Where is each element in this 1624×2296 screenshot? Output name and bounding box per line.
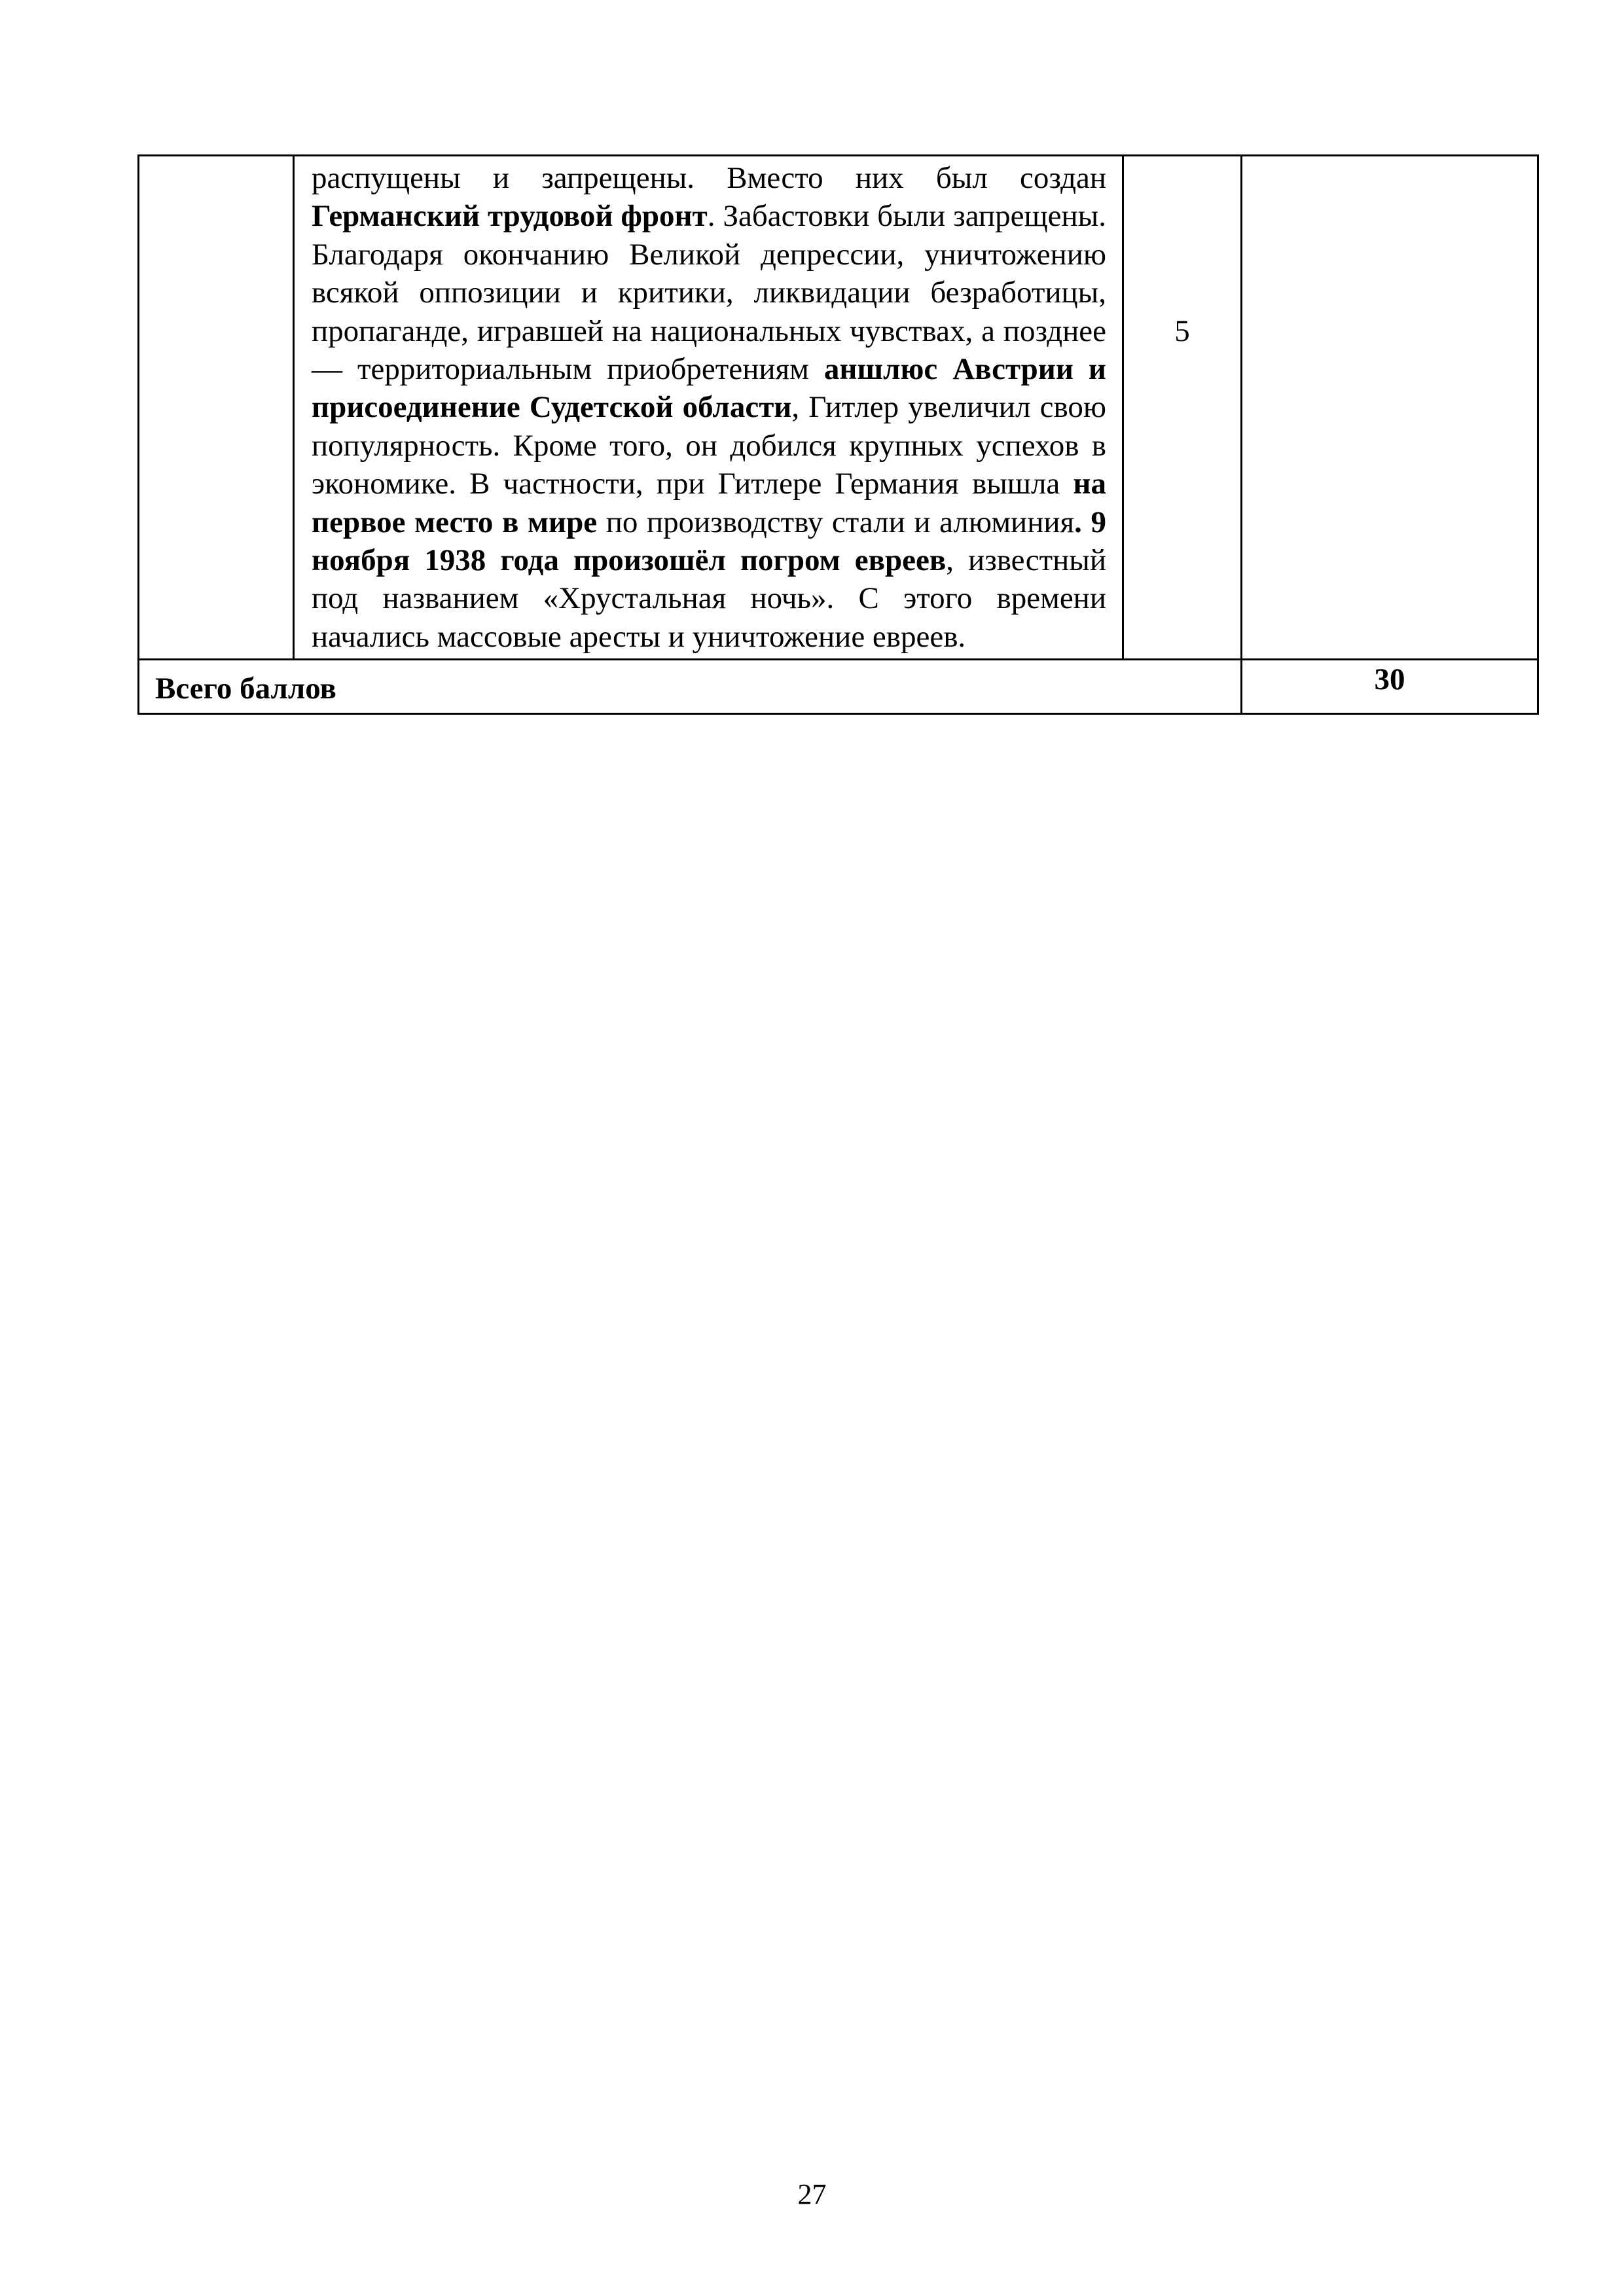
answer-text-segment: , Гитлер увеличил свою популярность. Кроме того, он добился крупных успехов в экономике. В частности, при Гитлере Германия вышла bbox=[312, 390, 1106, 501]
answer-text-segment-bold: Германский трудовой фронт bbox=[312, 199, 708, 234]
answer-text-segment: по производству стали и алюминия bbox=[597, 505, 1075, 539]
points-cell bbox=[1123, 156, 1242, 660]
answer-text bbox=[312, 156, 1106, 658]
answer-text-segment: распущены и запрещены. Вместо них был создан bbox=[312, 161, 1106, 195]
table-row bbox=[139, 156, 1538, 660]
answer-text-segment: . Забастовки были запрещены. Благодаря окончанию Великой депрессии, уничтожению всякой оппозиции и критики, ликвидации безработицы, пропаганде, игравшей на национальных чувствах, а позднее — территориальным приобретениям bbox=[312, 199, 1106, 387]
answer-text-segment: , известный под названием «Хрустальная ночь». С этого времени начались массовые аресты и уничтожение евреев. bbox=[312, 543, 1106, 654]
answer-text-cell bbox=[294, 156, 1123, 660]
answer-text-segment-bold: . 9 ноября 1938 года произошёл погром евреев bbox=[312, 505, 1107, 578]
scoring-table bbox=[137, 154, 1539, 715]
total-value: 30 bbox=[1242, 660, 1538, 714]
score-cell bbox=[1242, 156, 1538, 660]
answer-text-segment-bold: на первое место в мире bbox=[312, 467, 1106, 539]
answer-text-segment-bold: аншлюс Австрии и присоединение Судетской области bbox=[312, 352, 1107, 425]
page-number: 27 bbox=[797, 2178, 827, 2210]
points-value: 5 bbox=[1174, 314, 1190, 348]
question-number-cell bbox=[139, 156, 294, 660]
total-label: Всего баллов bbox=[139, 660, 1242, 714]
total-row bbox=[139, 660, 1538, 714]
